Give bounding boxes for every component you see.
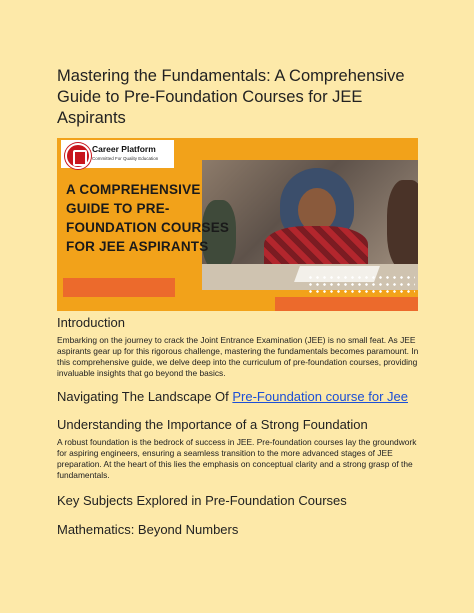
page-title: Mastering the Fundamentals: A Comprehensive Guide to Pre-Foundation Courses for JEE Aspirants [57,67,405,127]
accent-bar [63,278,175,297]
logo-mark-icon [65,143,91,169]
career-platform-logo [61,140,174,168]
introduction-paragraph: Embarking on the journey to crack the Joint Entrance Examination (JEE) is no small feat. As JEE aspirants gear up for this rigorous challenge, mastering the fundamentals becomes paramount. In this comprehensive guide, we delve deep into the curriculum of pre-foundation courses, providing invaluable insights that go beyond the basics. [57,335,419,378]
pre-foundation-course-link[interactable]: Pre-Foundation course for Jee [232,389,408,404]
accent-bar [275,297,418,311]
student-photo [202,160,418,290]
logo-name: Career Platform [92,144,156,154]
introduction-heading: Introduction [57,315,125,330]
key-subjects-heading: Key Subjects Explored in Pre-Foundation Courses [57,493,347,508]
banner-image [57,138,418,311]
navigating-heading-text: Navigating The Landscape Of [57,389,233,404]
understanding-paragraph: A robust foundation is the bedrock of success in JEE. Pre-foundation courses lay the groundwork for aspiring engineers, ensuring a seamless transition to the more advanced stages of JEE preparation. At the heart of this lies the emphasis on conceptual clarity and a strong grasp of the fundamentals. [57,437,417,480]
logo-tagline: Committed For Quality Education [92,156,159,161]
dot-pattern [307,274,415,294]
banner-headline: A COMPREHENSIVE GUIDE TO PRE-FOUNDATION COURSES FOR JEE ASPIRANTS [66,182,230,254]
mathematics-heading: Mathematics: Beyond Numbers [57,522,239,537]
understanding-heading: Understanding the Importance of a Strong Foundation [57,417,368,432]
navigating-heading [57,389,408,404]
